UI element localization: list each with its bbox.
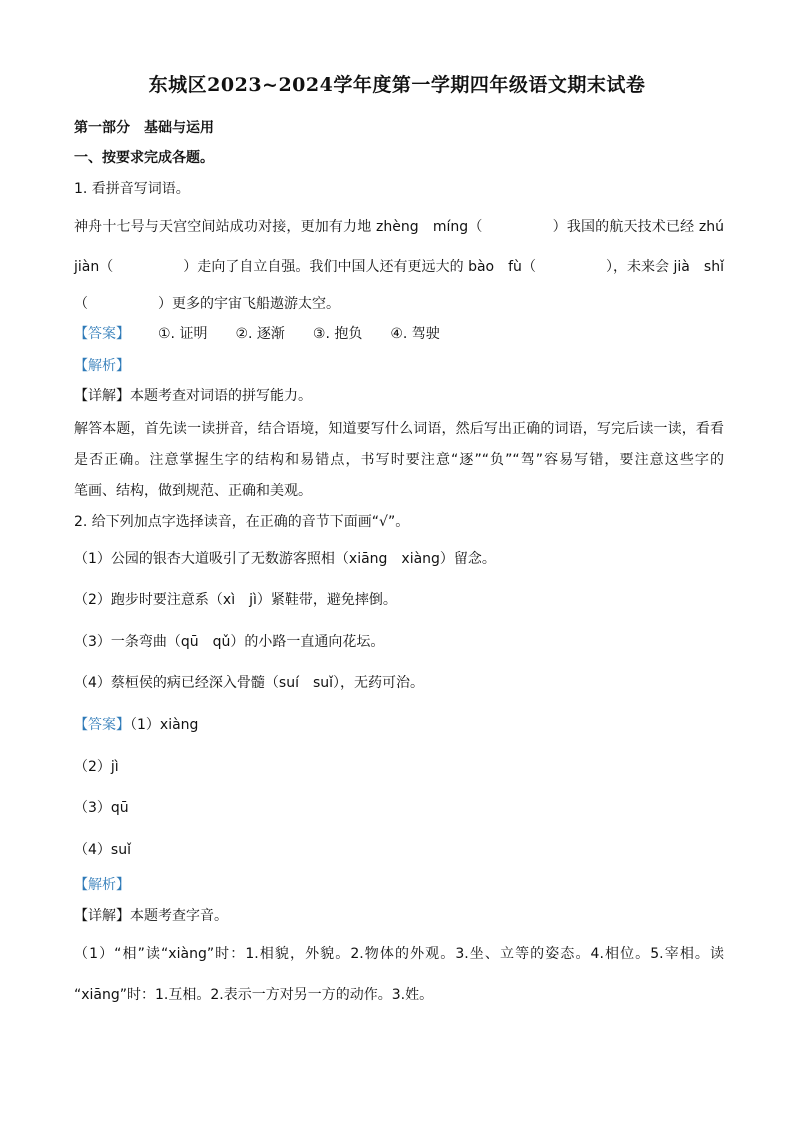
q1-answer-row — [74, 324, 440, 344]
q1-text: （ — [74, 296, 88, 312]
q2-detail — [74, 906, 228, 926]
q2-item-2: （2）跑步时要注意系（xì jì）紧鞋带，避免摔倒。 — [74, 592, 397, 608]
q2-explain-line-2: “xiāng”时：1.互相。2.表示一方对另一方的动作。3.姓。 — [74, 987, 434, 1003]
q1-answer-2: ②. 逐渐 — [235, 326, 285, 342]
page-title: 东城区2023~2024学年度第一学期四年级语文期末试卷 — [148, 74, 646, 96]
q1-text: ）走向了自立自强。我们中国人还有更远大的 bào fù（ — [183, 259, 536, 275]
analysis-tag: 【解析】 — [74, 877, 130, 893]
q1-explain-line-3: 笔画、结构，做到规范、正确和美观。 — [74, 483, 312, 499]
q1-passage-line-3 — [74, 294, 340, 314]
q1-stem: 1. 看拼音写词语。 — [74, 181, 190, 197]
q2-answer-2: （2）jì — [74, 759, 119, 775]
analysis-tag: 【解析】 — [74, 358, 130, 374]
detail-tag: 【详解】 — [74, 908, 130, 924]
q1-passage-line-1 — [74, 217, 724, 237]
q1-answer-4: ④. 驾驶 — [390, 326, 440, 342]
q1-explain-line-2: 是否正确。注意掌握生字的结构和易错点，书写时要注意“逐”“负”“驾”容易写错，要注意这些字的 — [74, 452, 724, 468]
q1-text: ）我国的航天技术已经 zhú — [552, 219, 724, 235]
q1-text: jiàn（ — [74, 259, 114, 275]
detail-tag: 【详解】 — [74, 388, 130, 404]
q1-text: 神舟十七号与天宫空间站成功对接，更加有力地 zhèng míng（ — [74, 219, 483, 235]
q1-text: ），未来会 jià shǐ — [605, 259, 724, 275]
detail-text: 本题考查字音。 — [130, 908, 228, 924]
q2-stem: 2. 给下列加点字选择读音，在正确的音节下面画“√”。 — [74, 514, 410, 530]
q1-text: ）更多的宇宙飞船遨游太空。 — [158, 296, 340, 312]
q2-answer-1: （1）xiàng — [130, 717, 199, 733]
q2-answer-4: （4）suǐ — [74, 842, 131, 858]
answer-tag: 【答案】 — [74, 717, 130, 733]
q1-answer-1: ①. 证明 — [158, 326, 208, 342]
section-heading: 一、按要求完成各题。 — [74, 150, 214, 166]
q1-answer-3: ③. 抱负 — [312, 326, 363, 342]
q1-detail — [74, 386, 312, 406]
q2-item-4: （4）蔡桓侯的病已经深入骨髓（suí suǐ），无药可治。 — [74, 675, 425, 691]
q2-item-3: （3）一条弯曲（qū qǔ）的小路一直通向花坛。 — [74, 634, 385, 650]
q1-passage-line-2 — [74, 257, 724, 277]
q2-answer-3: （3）qū — [74, 800, 129, 816]
q1-explain-line-1: 解答本题，首先读一读拼音，结合语境，知道要写什么词语，然后写出正确的词语，写完后读一读，看看 — [74, 421, 724, 437]
detail-text: 本题考查对词语的拼写能力。 — [130, 388, 312, 404]
answer-tag: 【答案】 — [74, 326, 130, 342]
q2-item-1: （1）公园的银杏大道吸引了无数游客照相（xiāng xiàng）留念。 — [74, 551, 496, 567]
q2-answer-row — [74, 715, 198, 735]
part-heading: 第一部分 基础与运用 — [74, 120, 214, 136]
q2-explain-line-1: （1）“相”读“xiàng”时：1.相貌，外貌。2.物体的外观。3.坐、立等的姿态。4.相位。5.宰相。读 — [74, 946, 724, 962]
